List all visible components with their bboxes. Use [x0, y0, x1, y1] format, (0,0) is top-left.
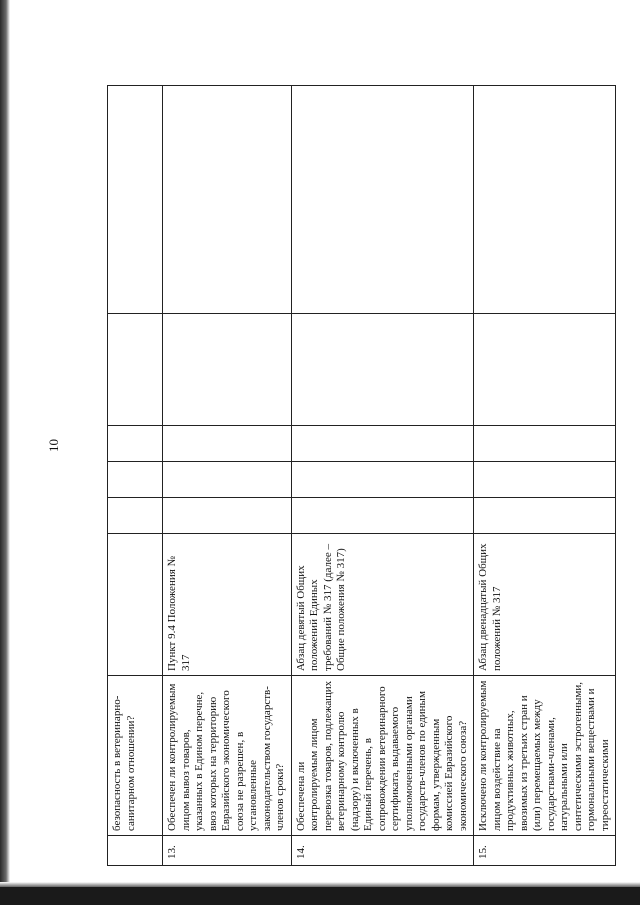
row-question: Обеспечен ли контролируемым лицом вывоз товаров, указанных в Едином перечне, ввоз которых на территорию Евразийского экономического союза не разрешен, в установленные законодательством государств-членов сроки?	[163, 676, 292, 836]
cell-note	[474, 314, 616, 426]
row-number: 14.	[291, 836, 474, 866]
cell-not-applicable	[291, 426, 474, 462]
cell-no	[474, 462, 616, 498]
cell-not-applicable	[474, 426, 616, 462]
row-reference: Пункт 9.4 Положения № 317	[163, 534, 292, 676]
table-row	[291, 86, 474, 866]
cell-empty	[291, 86, 474, 314]
cell-note	[108, 314, 163, 426]
cell-no	[163, 462, 292, 498]
cell-empty	[108, 86, 163, 314]
table-row	[163, 86, 292, 866]
row-question: Обеспечена ли контролируемым лицом перевозка товаров, подлежащих ветеринарному контролю (надзору) и включенных в Единый перечень, в сопровождении ветеринарного сертификата, выдаваемого уполномоченными органами государств-членов по единым формам, утвержденным комиссией Евразийского экономического союза?	[291, 676, 474, 836]
row-number	[108, 836, 163, 866]
row-question: безопасность в ветеринарно-санитарном отношении?	[108, 676, 163, 836]
cell-yes	[163, 498, 292, 534]
page-number: 10	[46, 439, 61, 452]
cell-empty	[163, 86, 292, 314]
cell-empty	[474, 86, 616, 314]
row-question: Исключено ли контролируемым лицом воздействие на продуктивных животных, ввозимых из третьих стран и (или) перемещаемых между государствами-членами, натуральными или синтетическими эстрогенными, гормональными веществами и тиреостатическими	[474, 676, 616, 836]
cell-not-applicable	[163, 426, 292, 462]
scan-edge-left	[0, 0, 10, 905]
row-reference: Абзац девятый Общих положений Единых требований № 317 (далее – Общие положения № 317)	[291, 534, 474, 676]
row-number: 15.	[474, 836, 616, 866]
cell-yes	[474, 498, 616, 534]
cell-yes	[291, 498, 474, 534]
row-reference	[108, 534, 163, 676]
cell-not-applicable	[108, 426, 163, 462]
cell-note	[163, 314, 292, 426]
checklist-table	[107, 85, 616, 866]
row-number: 13.	[163, 836, 292, 866]
table-row	[474, 86, 616, 866]
cell-no	[291, 462, 474, 498]
scan-edge-bottom	[0, 887, 640, 905]
row-reference: Абзац двенадцатый Общих положений № 317	[474, 534, 616, 676]
cell-note	[291, 314, 474, 426]
cell-no	[108, 462, 163, 498]
checklist-table-rotated	[107, 86, 611, 866]
table-row	[108, 86, 163, 866]
cell-yes	[108, 498, 163, 534]
